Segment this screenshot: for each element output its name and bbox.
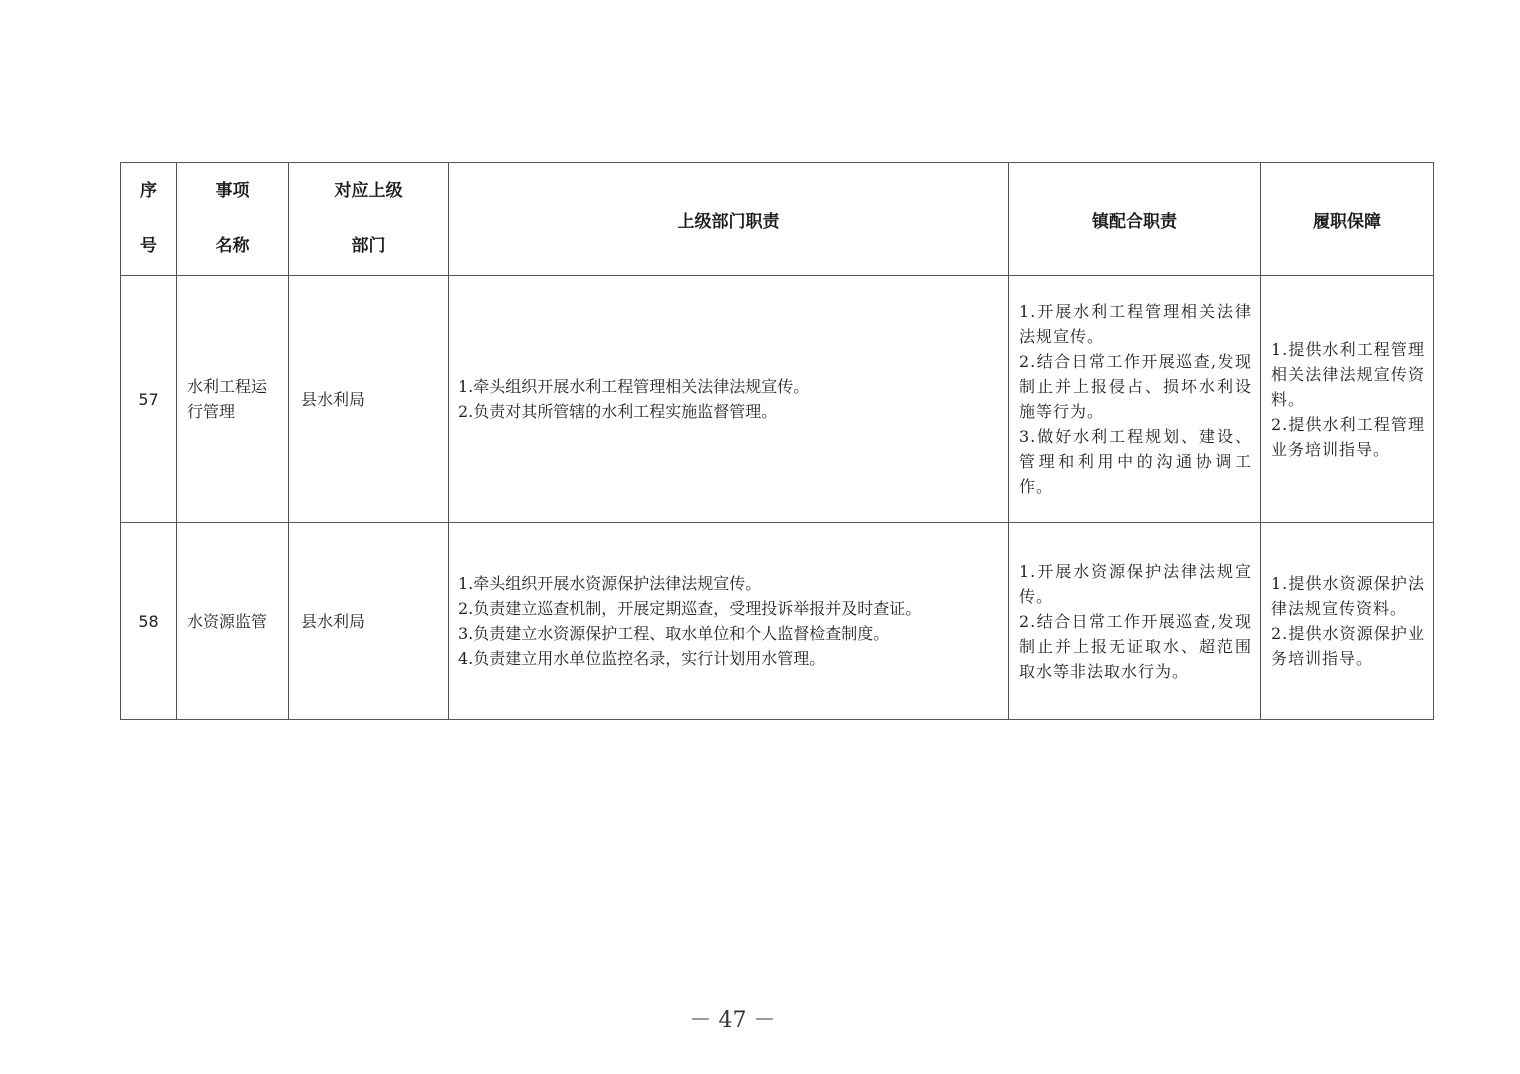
town-duty-item: 1.开展水资源保护法律法规宣传。 <box>1019 561 1252 606</box>
header-guarantee: 履职保障 <box>1261 163 1434 276</box>
page-number: － 47 － <box>689 1008 776 1033</box>
town-duty-item: 1.开展水利工程管理相关法律法规宣传。 <box>1019 302 1252 346</box>
upper-duty-item: 3.负责建立水资源保护工程、取水单位和个人监督检查制度。 <box>458 624 890 643</box>
row-item-name: 水利工程运行管理 <box>177 276 289 523</box>
row-upper-dept: 县水利局 <box>289 523 449 720</box>
header-upper-dept-line-2: 部门 <box>351 236 386 256</box>
header-item-name-line-1: 事项 <box>215 181 250 201</box>
row-item-name: 水资源监管 <box>177 523 289 720</box>
header-seq <box>121 163 177 276</box>
header-seq-line-1: 序 <box>140 181 157 201</box>
row-guarantee <box>1261 276 1434 523</box>
header-upper-dept-line-1: 对应上级 <box>334 181 403 201</box>
town-duty-item: 2.结合日常工作开展巡查,发现制止并上报侵占、损坏水利设施等行为。 <box>1019 352 1252 421</box>
row-town-duties <box>1009 276 1261 523</box>
header-item-name <box>177 163 289 276</box>
header-upper-duties: 上级部门职责 <box>449 163 1009 276</box>
guarantee-item: 2.提供水资源保护业务培训指导。 <box>1271 624 1425 668</box>
row-guarantee <box>1261 523 1434 720</box>
duty-table <box>120 162 1434 720</box>
table-header-row <box>121 163 1434 276</box>
row-seq: 57 <box>121 276 177 523</box>
upper-duty-item: 2.负责对其所管辖的水利工程实施监督管理。 <box>458 402 778 421</box>
town-duty-item: 2.结合日常工作开展巡查,发现制止并上报无证取水、超范围取水等非法取水行为。 <box>1019 611 1252 681</box>
row-upper-duties <box>449 523 1009 720</box>
header-upper-dept <box>289 163 449 276</box>
table-row <box>121 276 1434 523</box>
guarantee-item: 1.提供水资源保护法律法规宣传资料。 <box>1271 574 1425 618</box>
guarantee-item: 1.提供水利工程管理相关法律法规宣传资料。 <box>1271 339 1425 409</box>
upper-duty-item: 1.牵头组织开展水利工程管理相关法律法规宣传。 <box>458 377 810 396</box>
town-duty-item: 3.做好水利工程规划、建设、管理和利用中的沟通协调工作。 <box>1019 427 1252 496</box>
guarantee-item: 2.提供水利工程管理业务培训指导。 <box>1271 414 1425 459</box>
row-town-duties <box>1009 523 1261 720</box>
header-item-name-line-2: 名称 <box>215 236 250 256</box>
row-upper-dept: 县水利局 <box>289 276 449 523</box>
table-row <box>121 523 1434 720</box>
row-seq: 58 <box>121 523 177 720</box>
upper-duty-item: 1.牵头组织开展水资源保护法律法规宣传。 <box>458 574 762 593</box>
header-seq-line-2: 号 <box>140 236 157 256</box>
row-upper-duties <box>449 276 1009 523</box>
header-town-duties: 镇配合职责 <box>1009 163 1261 276</box>
upper-duty-item: 4.负责建立用水单位监控名录，实行计划用水管理。 <box>458 649 826 668</box>
upper-duty-item: 2.负责建立巡查机制，开展定期巡查，受理投诉举报并及时查证。 <box>458 599 922 618</box>
